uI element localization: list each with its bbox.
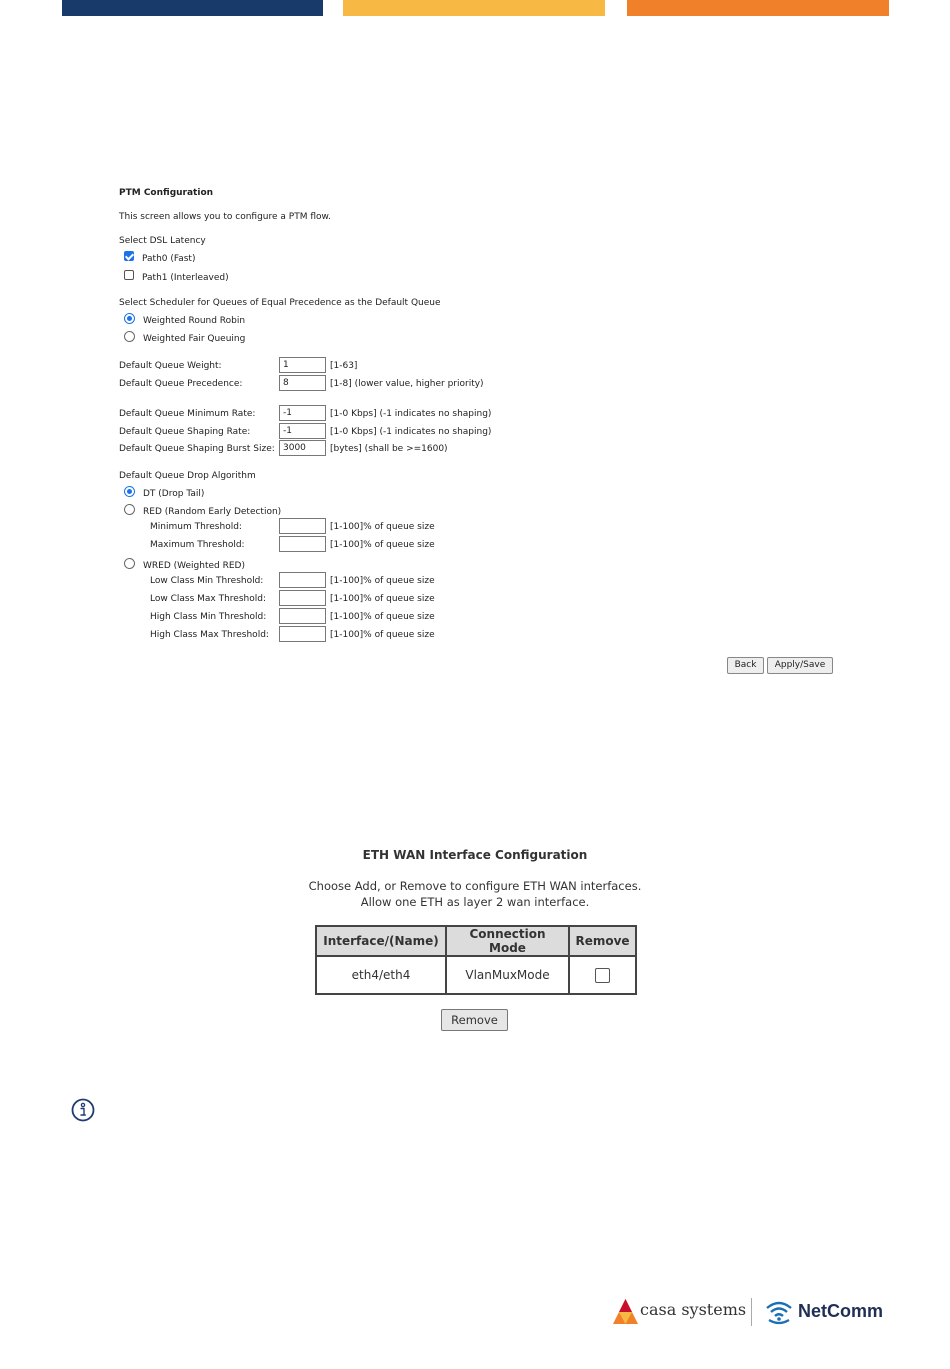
scheduler-heading: Select Scheduler for Queues of Equal Precedence as the Default Queue [119,298,441,308]
wred-high-min-label: High Class Min Threshold: [150,612,267,622]
connection-mode-cell: VlanMuxMode [446,956,569,994]
back-button[interactable]: Back [727,657,764,674]
red-max-threshold-input[interactable] [279,536,326,552]
apply-save-button[interactable]: Apply/Save [767,657,833,674]
red-radio[interactable] [124,504,135,515]
remove-button[interactable]: Remove [441,1009,508,1031]
wred-low-max-hint: [1-100]% of queue size [330,594,435,604]
dt-radio[interactable] [124,486,135,497]
queue-precedence-hint: [1-8] (lower value, higher priority) [330,379,484,389]
casa-systems-logo-icon [612,1298,639,1326]
red-max-threshold-hint: [1-100]% of queue size [330,540,435,550]
red-max-threshold-label: Maximum Threshold: [150,540,245,550]
logo-divider [751,1298,752,1326]
wred-low-min-input[interactable] [279,572,326,588]
drop-algorithm-heading: Default Queue Drop Algorithm [119,471,256,481]
red-min-threshold-label: Minimum Threshold: [150,522,242,532]
wred-low-max-label: Low Class Max Threshold: [150,594,266,604]
column-header-connection-mode: Connection Mode [446,926,569,956]
header-bar-yellow [343,0,605,16]
casa-systems-logo-text: casa systems [640,1300,747,1319]
ptm-description: This screen allows you to configure a PTM flow. [119,212,331,222]
queue-precedence-label: Default Queue Precedence: [119,379,243,389]
red-label: RED (Random Early Detection) [143,507,282,517]
netcomm-wifi-icon [764,1299,794,1326]
wred-radio[interactable] [124,558,135,569]
eth-wan-title: ETH WAN Interface Configuration [362,848,588,862]
min-rate-hint: [1-0 Kbps] (-1 indicates no shaping) [330,409,492,419]
wfq-radio[interactable] [124,331,135,342]
remove-cell [569,956,636,994]
shaping-rate-label: Default Queue Shaping Rate: [119,427,251,437]
eth-wan-desc-line1: Choose Add, or Remove to configure ETH WAN interfaces. [308,879,642,893]
wred-high-min-input[interactable] [279,608,326,624]
path0-label: Path0 (Fast) [142,254,196,264]
info-icon [71,1098,95,1122]
header-bar-navy [62,0,323,16]
table-header-row [316,926,636,956]
red-min-threshold-hint: [1-100]% of queue size [330,522,435,532]
ptm-title: PTM Configuration [119,188,214,198]
eth-wan-desc-line2: Allow one ETH as layer 2 wan interface. [360,895,590,909]
queue-precedence-input[interactable]: 8 [279,375,326,391]
wred-high-max-input[interactable] [279,626,326,642]
queue-weight-hint: [1-63] [330,361,358,371]
netcomm-logo-text: NetComm [798,1301,884,1321]
header-bar-orange [627,0,889,16]
wred-high-max-label: High Class Max Threshold: [150,630,269,640]
dt-label: DT (Drop Tail) [143,489,205,499]
wred-label: WRED (Weighted RED) [143,561,245,571]
eth-wan-table [315,925,637,995]
burst-size-input[interactable]: 3000 [279,440,326,456]
interface-cell: eth4/eth4 [316,956,446,994]
wred-high-max-hint: [1-100]% of queue size [330,630,435,640]
queue-weight-input[interactable]: 1 [279,357,326,373]
path0-checkbox[interactable] [124,251,134,261]
wrr-label: Weighted Round Robin [143,316,246,326]
shaping-rate-hint: [1-0 Kbps] (-1 indicates no shaping) [330,427,492,437]
wred-low-min-label: Low Class Min Threshold: [150,576,264,586]
path1-checkbox[interactable] [124,270,134,280]
wred-high-min-hint: [1-100]% of queue size [330,612,435,622]
wrr-radio[interactable] [124,313,135,324]
red-min-threshold-input[interactable] [279,518,326,534]
burst-size-hint: [bytes] (shall be >=1600) [330,444,448,454]
table-row [316,956,636,994]
dsl-latency-heading: Select DSL Latency [119,236,206,246]
min-rate-input[interactable]: -1 [279,405,326,421]
wred-low-max-input[interactable] [279,590,326,606]
wred-low-min-hint: [1-100]% of queue size [330,576,435,586]
column-header-interface: Interface/(Name) [316,926,446,956]
queue-weight-label: Default Queue Weight: [119,361,222,371]
wfq-label: Weighted Fair Queuing [143,334,246,344]
burst-size-label: Default Queue Shaping Burst Size: [119,444,275,454]
path1-label: Path1 (Interleaved) [142,273,229,283]
shaping-rate-input[interactable]: -1 [279,423,326,439]
remove-row-checkbox[interactable] [595,968,610,983]
column-header-remove: Remove [569,926,636,956]
min-rate-label: Default Queue Minimum Rate: [119,409,256,419]
